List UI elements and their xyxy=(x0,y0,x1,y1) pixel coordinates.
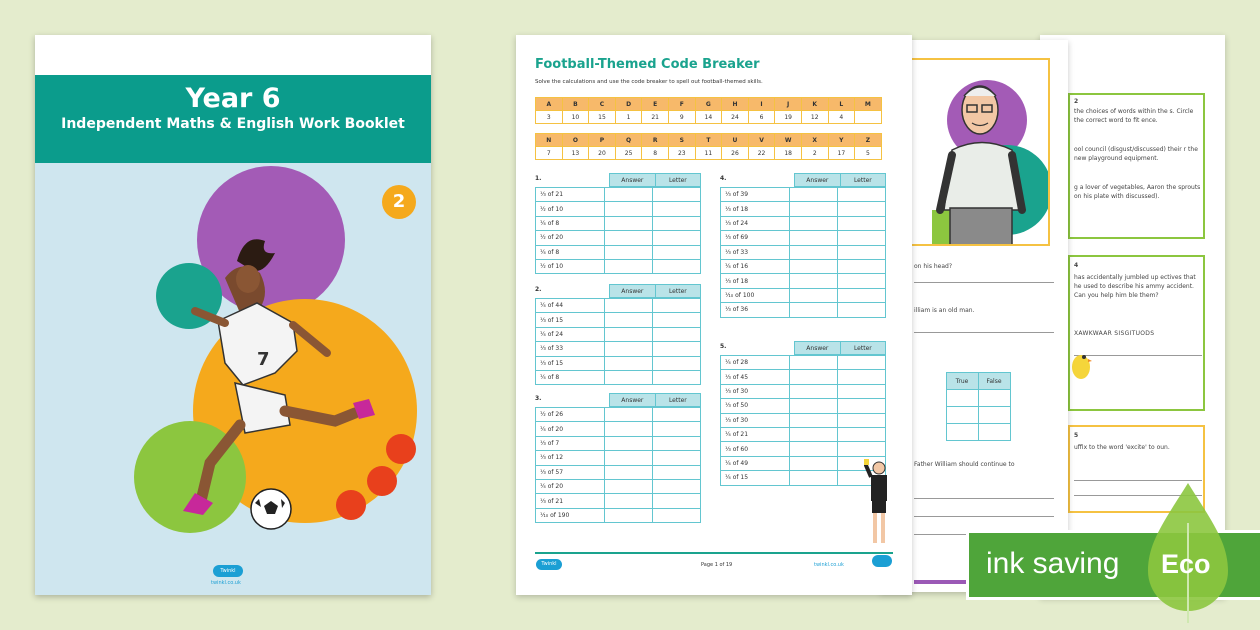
svg-text:7: 7 xyxy=(257,349,270,370)
answer-cell[interactable] xyxy=(605,436,653,450)
code-cell: 8 xyxy=(642,147,669,160)
true-cell[interactable] xyxy=(946,390,978,407)
answer-cell[interactable] xyxy=(790,245,838,259)
old-man-illustration xyxy=(910,58,1050,246)
code-cell: 2 xyxy=(801,147,828,160)
section-1 xyxy=(535,175,701,274)
section-number: 4. xyxy=(720,175,727,182)
question-cell: ¼ of 20 xyxy=(536,479,605,493)
section-number: 1. xyxy=(535,175,542,182)
code-cell: V xyxy=(748,134,775,147)
letter-cell[interactable] xyxy=(653,327,701,341)
answer-cell[interactable] xyxy=(605,188,653,202)
letter-cell[interactable] xyxy=(838,288,886,302)
answer-cell[interactable] xyxy=(790,303,838,317)
cover-url: twinkl.co.uk xyxy=(211,580,241,586)
table-row xyxy=(721,259,886,273)
table-row xyxy=(536,451,701,465)
question-cell: ⅓ of 18 xyxy=(721,274,790,288)
chick-illustration-icon xyxy=(1070,347,1092,381)
answer-cell[interactable] xyxy=(790,413,838,427)
question-text-5: uffix to the word 'excite' to oun. xyxy=(1074,444,1170,451)
letter-cell[interactable] xyxy=(653,451,701,465)
code-table-row-1 xyxy=(535,97,882,124)
false-header: False xyxy=(978,373,1010,390)
code-cell: 18 xyxy=(775,147,802,160)
code-cell: N xyxy=(536,134,563,147)
question-heading-5: 5 xyxy=(1074,432,1079,439)
code-cell: J xyxy=(775,98,802,111)
letter-cell[interactable] xyxy=(838,442,886,456)
code-cell: K xyxy=(801,98,828,111)
answer-cell[interactable] xyxy=(605,259,653,273)
page-title: Football-Themed Code Breaker xyxy=(535,57,760,72)
eco-badge-icon xyxy=(872,555,892,567)
table-row xyxy=(536,356,701,370)
instructions: Solve the calculations and use the code breaker to spell out football-themed skills. xyxy=(535,79,763,85)
code-cell: 10 xyxy=(562,111,589,124)
code-cell: 22 xyxy=(748,147,775,160)
answer-line xyxy=(914,516,1054,517)
answer-cell[interactable] xyxy=(605,356,653,370)
code-table-row-2 xyxy=(535,133,882,160)
answer-cell[interactable] xyxy=(605,422,653,436)
table-row xyxy=(536,370,701,384)
question-cell: ⅓ of 57 xyxy=(536,465,605,479)
code-cell: 4 xyxy=(828,111,855,124)
code-breaker-page xyxy=(516,35,912,595)
code-cell: 6 xyxy=(748,111,775,124)
letter-cell[interactable] xyxy=(838,384,886,398)
letter-cell[interactable] xyxy=(653,259,701,273)
footballer-illustration xyxy=(35,163,431,563)
question-cell: ⅓ of 33 xyxy=(536,342,605,356)
table-row xyxy=(536,231,701,245)
code-cell: Q xyxy=(615,134,642,147)
section-number: 2. xyxy=(535,286,542,293)
answer-cell[interactable] xyxy=(790,427,838,441)
page-number: Page 1 of 19 xyxy=(701,562,733,568)
false-cell[interactable] xyxy=(978,424,1010,441)
question-cell: ⅒ of 100 xyxy=(721,288,790,302)
letter-cell[interactable] xyxy=(838,188,886,202)
question-cell: ⅓ of 21 xyxy=(536,188,605,202)
code-cell: L xyxy=(828,98,855,111)
answer-cell[interactable] xyxy=(790,456,838,470)
table-row xyxy=(721,399,886,413)
question-cell: ½ of 26 xyxy=(536,408,605,422)
letter-cell[interactable] xyxy=(653,313,701,327)
letter-cell[interactable] xyxy=(653,465,701,479)
table-row xyxy=(721,384,886,398)
question-cell: ⅓ of 21 xyxy=(536,494,605,508)
answer-cell[interactable] xyxy=(790,216,838,230)
answer-cell[interactable] xyxy=(790,384,838,398)
letter-header: Letter xyxy=(655,174,700,187)
letter-cell[interactable] xyxy=(653,422,701,436)
letter-cell[interactable] xyxy=(653,508,701,522)
answer-cell[interactable] xyxy=(790,288,838,302)
code-cell-empty xyxy=(855,111,882,124)
table-row xyxy=(721,456,886,470)
letter-cell[interactable] xyxy=(838,202,886,216)
code-cell: 17 xyxy=(828,147,855,160)
letter-cell[interactable] xyxy=(838,274,886,288)
answer-cell[interactable] xyxy=(790,231,838,245)
table-row xyxy=(721,442,886,456)
code-cell: Z xyxy=(855,134,882,147)
table-row xyxy=(721,188,886,202)
answer-cell[interactable] xyxy=(605,465,653,479)
table-row xyxy=(721,216,886,230)
code-cell: Y xyxy=(828,134,855,147)
table-row xyxy=(721,202,886,216)
table-row xyxy=(536,508,701,522)
answer-cell[interactable] xyxy=(790,188,838,202)
letter-cell[interactable] xyxy=(838,399,886,413)
table-row xyxy=(536,313,701,327)
answer-cell[interactable] xyxy=(790,202,838,216)
question-cell: ½ of 10 xyxy=(536,259,605,273)
ink-saving-label: ink saving xyxy=(986,547,1120,580)
twinkl-logo: Twinkl xyxy=(536,559,562,570)
letter-header: Letter xyxy=(655,285,700,298)
question-sentence-a: ool council (disgust/discussed) their r the new playground equipment. xyxy=(1074,146,1198,162)
question-cell: ⅓ of 45 xyxy=(721,370,790,384)
code-cell: U xyxy=(722,134,749,147)
question-cell: ⅓ of 30 xyxy=(721,384,790,398)
question-cell: ⅓ of 18 xyxy=(721,202,790,216)
code-cell: 14 xyxy=(695,111,722,124)
table-row xyxy=(721,303,886,317)
letter-cell[interactable] xyxy=(838,245,886,259)
answer-cell[interactable] xyxy=(605,202,653,216)
question-text: on his head? xyxy=(914,263,953,270)
table-row xyxy=(536,202,701,216)
answer-cell[interactable] xyxy=(605,342,653,356)
code-cell: 26 xyxy=(722,147,749,160)
table-row xyxy=(721,427,886,441)
code-cell: G xyxy=(695,98,722,111)
table-row xyxy=(536,259,701,273)
answer-header: Answer xyxy=(610,394,656,407)
answer-cell[interactable] xyxy=(605,299,653,313)
question-cell: ¼ of 16 xyxy=(721,259,790,273)
answer-cell[interactable] xyxy=(605,216,653,230)
answer-header: Answer xyxy=(610,285,656,298)
code-cell: B xyxy=(562,98,589,111)
question-table xyxy=(720,355,886,486)
table-row xyxy=(536,188,701,202)
answer-cell[interactable] xyxy=(605,313,653,327)
answer-header: Answer xyxy=(795,342,841,355)
question-cell: ⅓ of 7 xyxy=(536,436,605,450)
answer-line xyxy=(914,498,1054,499)
section-3 xyxy=(535,395,701,523)
letter-cell[interactable] xyxy=(653,356,701,370)
cover-banner xyxy=(35,75,431,163)
letter-cell[interactable] xyxy=(838,427,886,441)
section-4 xyxy=(720,175,886,318)
section-number: 5. xyxy=(720,343,727,350)
code-cell: 1 xyxy=(615,111,642,124)
true-cell[interactable] xyxy=(946,407,978,424)
table-row xyxy=(721,370,886,384)
code-cell: O xyxy=(562,134,589,147)
code-cell: P xyxy=(589,134,616,147)
code-cell: A xyxy=(536,98,563,111)
question-cell: ⅓ of 60 xyxy=(721,442,790,456)
question-heading-2: 2 xyxy=(1074,98,1079,105)
true-header: True xyxy=(946,373,978,390)
letter-header: Letter xyxy=(840,174,885,187)
question-cell: ⅓ of 15 xyxy=(536,313,605,327)
letter-cell[interactable] xyxy=(653,231,701,245)
code-cell: 12 xyxy=(801,111,828,124)
letter-cell[interactable] xyxy=(838,370,886,384)
code-cell: F xyxy=(668,98,695,111)
table-row xyxy=(536,465,701,479)
code-cell: 7 xyxy=(536,147,563,160)
jumbled-words: XAWKWAAR SISGITUODS xyxy=(1074,330,1155,337)
code-cell: 20 xyxy=(589,147,616,160)
answer-cell[interactable] xyxy=(790,442,838,456)
section-number: 3. xyxy=(535,395,542,402)
answer-header: Answer xyxy=(610,174,656,187)
answer-line xyxy=(1074,480,1202,481)
table-row xyxy=(536,299,701,313)
letter-header: Letter xyxy=(655,394,700,407)
cover-subtitle: Independent Maths & English Work Booklet xyxy=(61,116,405,132)
code-cell: E xyxy=(642,98,669,111)
answer-cell[interactable] xyxy=(605,327,653,341)
booklet-number-badge: 2 xyxy=(382,185,416,219)
answer-cell[interactable] xyxy=(790,471,838,485)
question-cell: ½ of 20 xyxy=(536,231,605,245)
table-row xyxy=(536,327,701,341)
page-footer-line xyxy=(535,552,893,554)
code-cell: S xyxy=(668,134,695,147)
answer-cell[interactable] xyxy=(605,370,653,384)
code-cell: 23 xyxy=(668,147,695,160)
question-cell: ⅒ of 190 xyxy=(536,508,605,522)
code-cell: 13 xyxy=(562,147,589,160)
true-cell[interactable] xyxy=(946,424,978,441)
question-cell: ⅓ of 50 xyxy=(721,399,790,413)
table-row xyxy=(536,494,701,508)
question-table xyxy=(535,298,701,385)
table-row xyxy=(536,422,701,436)
question-text-2: the choices of words within the s. Circle the correct word to fit ence. xyxy=(1074,108,1194,124)
question-heading-4: 4 xyxy=(1074,262,1079,269)
table-row xyxy=(721,288,886,302)
letter-cell[interactable] xyxy=(653,216,701,230)
question-table xyxy=(720,187,886,318)
false-cell[interactable] xyxy=(978,407,1010,424)
table-row xyxy=(721,413,886,427)
letter-cell[interactable] xyxy=(653,479,701,493)
answer-line xyxy=(1074,355,1202,356)
question-text-4: has accidentally jumbled up ectives that he used to describe his ammy accident. Can you help him ble them? xyxy=(1074,274,1196,299)
code-cell: D xyxy=(615,98,642,111)
question-cell: ⅓ of 33 xyxy=(721,245,790,259)
question-cell: ¼ of 8 xyxy=(536,245,605,259)
answer-cell[interactable] xyxy=(790,259,838,273)
letter-cell[interactable] xyxy=(838,413,886,427)
booklet-cover xyxy=(35,35,431,595)
answer-cell[interactable] xyxy=(790,370,838,384)
code-cell: T xyxy=(695,134,722,147)
question-cell: ⅓ of 24 xyxy=(721,216,790,230)
question-sentence-b: g a lover of vegetables, Aaron the sprouts on his plate with discussed). xyxy=(1074,184,1201,200)
letter-header: Letter xyxy=(840,342,885,355)
answer-header: Answer xyxy=(795,174,841,187)
answer-cell[interactable] xyxy=(605,479,653,493)
question-cell: ⅓ of 36 xyxy=(721,303,790,317)
referee-illustration-icon xyxy=(864,459,894,551)
table-row xyxy=(536,436,701,450)
code-cell: R xyxy=(642,134,669,147)
section-2 xyxy=(535,286,701,385)
question-cell: ¼ of 15 xyxy=(721,471,790,485)
code-cell: M xyxy=(855,98,882,111)
question-cell: ¼ of 20 xyxy=(536,422,605,436)
answer-cell[interactable] xyxy=(605,451,653,465)
question-cell: ¼ of 8 xyxy=(536,216,605,230)
table-row xyxy=(536,245,701,259)
question-cell: ¼ of 49 xyxy=(721,456,790,470)
code-cell: 25 xyxy=(615,147,642,160)
table-row xyxy=(536,216,701,230)
answer-cell[interactable] xyxy=(605,408,653,422)
code-cell: W xyxy=(775,134,802,147)
question-text: Father William should continue to xyxy=(914,461,1015,468)
question-cell: ½ of 10 xyxy=(536,202,605,216)
code-cell: 11 xyxy=(695,147,722,160)
table-row xyxy=(536,408,701,422)
question-cell: ⅓ of 12 xyxy=(536,451,605,465)
table-row xyxy=(721,471,886,485)
answer-cell[interactable] xyxy=(790,356,838,370)
true-false-table xyxy=(914,372,1011,441)
letter-cell[interactable] xyxy=(653,370,701,384)
question-table xyxy=(535,187,701,274)
table-row xyxy=(536,342,701,356)
question-cell: ⅓ of 69 xyxy=(721,231,790,245)
code-cell: 15 xyxy=(589,111,616,124)
letter-cell[interactable] xyxy=(653,245,701,259)
section-5 xyxy=(720,343,886,486)
false-cell[interactable] xyxy=(978,390,1010,407)
question-cell: ⅓ of 30 xyxy=(721,413,790,427)
code-cell: I xyxy=(748,98,775,111)
answer-line xyxy=(914,332,1054,333)
table-row xyxy=(721,231,886,245)
letter-cell[interactable] xyxy=(653,342,701,356)
code-cell: 24 xyxy=(722,111,749,124)
letter-cell[interactable] xyxy=(653,436,701,450)
letter-cell[interactable] xyxy=(653,299,701,313)
question-text: illiam is an old man. xyxy=(914,307,975,314)
letter-cell[interactable] xyxy=(653,494,701,508)
question-table xyxy=(535,407,701,523)
answer-line xyxy=(914,282,1054,283)
table-row xyxy=(721,274,886,288)
letter-cell[interactable] xyxy=(653,188,701,202)
question-cell: ¼ of 8 xyxy=(536,370,605,384)
letter-cell[interactable] xyxy=(838,303,886,317)
code-cell: 19 xyxy=(775,111,802,124)
answer-cell[interactable] xyxy=(790,274,838,288)
question-cell: ¼ of 28 xyxy=(721,356,790,370)
code-cell: C xyxy=(589,98,616,111)
letter-cell[interactable] xyxy=(653,202,701,216)
question-cell: ¼ of 21 xyxy=(721,427,790,441)
table-row xyxy=(536,479,701,493)
code-cell: 9 xyxy=(668,111,695,124)
question-cell: ⅓ of 39 xyxy=(721,188,790,202)
answer-cell[interactable] xyxy=(605,231,653,245)
letter-cell[interactable] xyxy=(838,216,886,230)
question-cell: ¼ of 44 xyxy=(536,299,605,313)
cover-title: Year 6 xyxy=(185,83,281,114)
code-cell: 21 xyxy=(642,111,669,124)
code-cell: H xyxy=(722,98,749,111)
question-cell: ⅓ of 15 xyxy=(536,356,605,370)
answer-cell[interactable] xyxy=(605,508,653,522)
twinkl-logo: Twinkl xyxy=(213,565,243,577)
question-cell: ¼ of 24 xyxy=(536,327,605,341)
letter-cell[interactable] xyxy=(653,408,701,422)
table-row xyxy=(721,356,886,370)
answer-cell[interactable] xyxy=(605,245,653,259)
answer-cell[interactable] xyxy=(790,399,838,413)
ink-saving-banner xyxy=(966,530,1260,600)
code-cell: 3 xyxy=(536,111,563,124)
table-row xyxy=(721,245,886,259)
letter-cell[interactable] xyxy=(838,231,886,245)
answer-cell[interactable] xyxy=(605,494,653,508)
letter-cell[interactable] xyxy=(838,356,886,370)
footer-url: twinkl.co.uk xyxy=(814,562,844,568)
eco-badge-label: Eco xyxy=(1161,549,1211,579)
code-cell: 5 xyxy=(855,147,882,160)
letter-cell[interactable] xyxy=(838,259,886,273)
code-cell: X xyxy=(801,134,828,147)
